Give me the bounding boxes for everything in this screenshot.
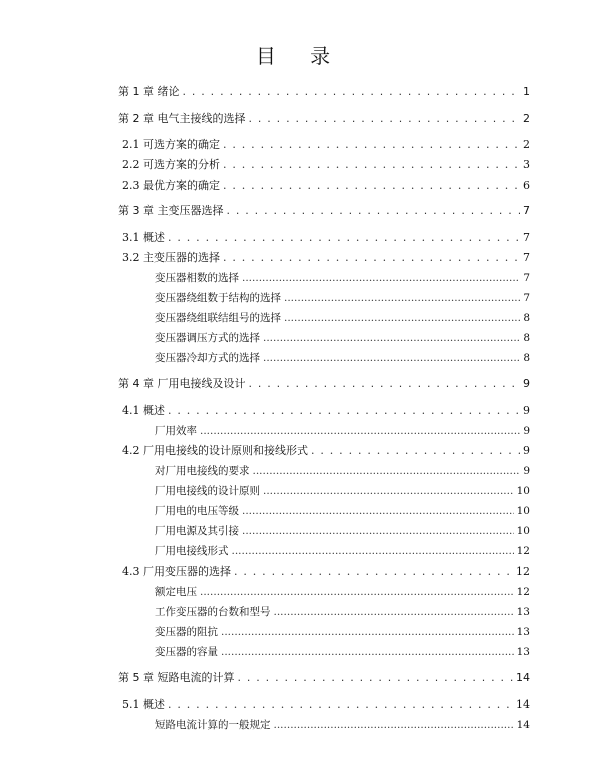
toc-entry-label: 变压器调压方式的选择 xyxy=(155,332,260,344)
toc-leader-dots xyxy=(284,310,520,326)
toc-entry-label: 第 4 章 厂用电接线及设计 xyxy=(118,377,246,390)
toc-entry[interactable] xyxy=(122,157,530,173)
toc-page-number: 1 xyxy=(523,85,530,98)
toc-entry-label: 第 1 章 绪论 xyxy=(118,85,180,98)
toc-page-number: 14 xyxy=(516,671,530,684)
toc-entry[interactable] xyxy=(155,604,530,620)
toc-page-number: 10 xyxy=(516,485,530,497)
toc-leader-dots xyxy=(234,564,513,580)
toc-leader-dots xyxy=(311,443,520,459)
toc-page-number: 12 xyxy=(516,586,530,598)
toc-page-number: 14 xyxy=(516,698,530,711)
toc-page-number: 7 xyxy=(523,251,530,264)
toc-page-number: 2 xyxy=(523,138,530,151)
toc-entry-label: 2.1 可选方案的确定 xyxy=(122,138,220,151)
toc-page-number: 12 xyxy=(516,545,530,557)
toc-page-number: 7 xyxy=(523,292,530,304)
toc-entry[interactable] xyxy=(155,543,530,559)
toc-entry-label: 短路电流计算的一般规定 xyxy=(155,719,271,731)
toc-entry[interactable] xyxy=(118,670,530,686)
toc-entry[interactable] xyxy=(155,463,530,479)
toc-leader-dots xyxy=(242,503,514,519)
toc-entry[interactable] xyxy=(122,137,530,153)
toc-leader-dots xyxy=(200,584,514,600)
toc-leader-dots xyxy=(253,463,521,479)
toc-leader-dots xyxy=(183,84,521,100)
toc-page-number: 2 xyxy=(523,112,530,125)
toc-leader-dots xyxy=(274,604,514,620)
toc-leader-dots xyxy=(249,111,521,127)
toc-leader-dots xyxy=(168,697,513,713)
toc-entry-label: 第 2 章 电气主接线的选择 xyxy=(118,112,246,125)
toc-page-number: 8 xyxy=(523,332,530,344)
toc-entry[interactable] xyxy=(155,330,530,346)
toc-entry-label: 4.3 厂用变压器的选择 xyxy=(122,565,231,578)
toc-page-number: 12 xyxy=(516,565,530,578)
toc-leader-dots xyxy=(232,543,514,559)
toc-page-number: 13 xyxy=(516,626,530,638)
toc-entry[interactable] xyxy=(155,350,530,366)
toc-leader-dots xyxy=(227,203,521,219)
toc-leader-dots xyxy=(238,670,514,686)
toc-entry-label: 3.1 概述 xyxy=(122,231,165,244)
toc-entry[interactable] xyxy=(155,483,530,499)
toc-leader-dots xyxy=(249,376,521,392)
toc-entry[interactable] xyxy=(122,564,530,580)
toc-entry-label: 变压器的容量 xyxy=(155,646,218,658)
toc-leader-dots xyxy=(242,523,514,539)
toc-leader-dots xyxy=(263,350,520,366)
toc-entry-label: 变压器冷却方式的选择 xyxy=(155,352,260,364)
toc-page-number: 7 xyxy=(523,231,530,244)
toc-entry[interactable] xyxy=(118,376,530,392)
toc-page-number: 9 xyxy=(523,425,530,437)
toc-entry[interactable] xyxy=(118,111,530,127)
toc-entry-label: 3.2 主变压器的选择 xyxy=(122,251,220,264)
toc-entry-label: 第 3 章 主变压器选择 xyxy=(118,204,224,217)
toc-entry-label: 2.2 可选方案的分析 xyxy=(122,158,220,171)
toc-entry-label: 第 5 章 短路电流的计算 xyxy=(118,671,235,684)
toc-leader-dots xyxy=(274,717,514,733)
toc-page-number: 6 xyxy=(523,179,530,192)
toc-title: 目 录 xyxy=(255,44,345,68)
toc-entry-label: 厂用电源及其引接 xyxy=(155,525,239,537)
toc-page-number: 9 xyxy=(523,377,530,390)
toc-entry-label: 厂用电接线形式 xyxy=(155,545,229,557)
toc-leader-dots xyxy=(223,157,520,173)
toc-page-number: 13 xyxy=(516,606,530,618)
toc-entry[interactable] xyxy=(155,290,530,306)
toc-entry[interactable] xyxy=(155,503,530,519)
toc-page-number: 9 xyxy=(523,444,530,457)
toc-entry[interactable] xyxy=(122,443,530,459)
toc-leader-dots xyxy=(284,290,520,306)
toc-leader-dots xyxy=(168,403,520,419)
toc-page-number: 9 xyxy=(523,465,530,477)
toc-entry-label: 5.1 概述 xyxy=(122,698,165,711)
toc-entry-label: 4.2 厂用电接线的设计原则和接线形式 xyxy=(122,444,308,457)
toc-page-number: 9 xyxy=(523,404,530,417)
toc-leader-dots xyxy=(221,644,514,660)
toc-leader-dots xyxy=(263,483,514,499)
toc-entry[interactable] xyxy=(155,584,530,600)
toc-entry[interactable] xyxy=(118,84,530,100)
toc-entry-label: 变压器绕组联结组号的选择 xyxy=(155,312,281,324)
toc-entry[interactable] xyxy=(155,624,530,640)
toc-entry[interactable] xyxy=(122,178,530,194)
toc-entry[interactable] xyxy=(118,203,530,219)
toc-entry-label: 额定电压 xyxy=(155,586,197,598)
toc-entry[interactable] xyxy=(155,423,530,439)
toc-entry-label: 变压器相数的选择 xyxy=(155,272,239,284)
toc-leader-dots xyxy=(221,624,514,640)
toc-page-number: 8 xyxy=(523,352,530,364)
toc-entry[interactable] xyxy=(122,403,530,419)
toc-entry[interactable] xyxy=(122,230,530,246)
toc-leader-dots xyxy=(223,137,520,153)
toc-entry-label: 厂用效率 xyxy=(155,425,197,437)
toc-leader-dots xyxy=(263,330,520,346)
toc-entry-label: 对厂用电接线的要求 xyxy=(155,465,250,477)
toc-entry[interactable] xyxy=(155,717,530,733)
toc-entry-label: 变压器的阻抗 xyxy=(155,626,218,638)
toc-entry[interactable] xyxy=(155,270,530,286)
toc-page-number: 3 xyxy=(523,158,530,171)
toc-page-number: 10 xyxy=(516,505,530,517)
toc-entry[interactable] xyxy=(155,644,530,660)
toc-entry-label: 2.3 最优方案的确定 xyxy=(122,179,220,192)
toc-entry[interactable] xyxy=(155,523,530,539)
toc-leader-dots xyxy=(223,250,520,266)
toc-entry-label: 变压器绕组数于结构的选择 xyxy=(155,292,281,304)
toc-leader-dots xyxy=(168,230,520,246)
toc-leader-dots xyxy=(223,178,520,194)
toc-page-number: 8 xyxy=(523,312,530,324)
toc-entry[interactable] xyxy=(155,310,530,326)
toc-page-number: 7 xyxy=(523,272,530,284)
toc-entry[interactable] xyxy=(122,697,530,713)
toc-page-number: 13 xyxy=(516,646,530,658)
toc-entry[interactable] xyxy=(122,250,530,266)
toc-page-number: 7 xyxy=(523,204,530,217)
toc-page-number: 14 xyxy=(516,719,530,731)
toc-leader-dots xyxy=(200,423,520,439)
toc-entry-label: 厂用电的电压等级 xyxy=(155,505,239,517)
toc-page-number: 10 xyxy=(516,525,530,537)
toc-entry-label: 工作变压器的台数和型号 xyxy=(155,606,271,618)
toc-leader-dots xyxy=(242,270,520,286)
toc-entry-label: 4.1 概述 xyxy=(122,404,165,417)
toc-entry-label: 厂用电接线的设计原则 xyxy=(155,485,260,497)
